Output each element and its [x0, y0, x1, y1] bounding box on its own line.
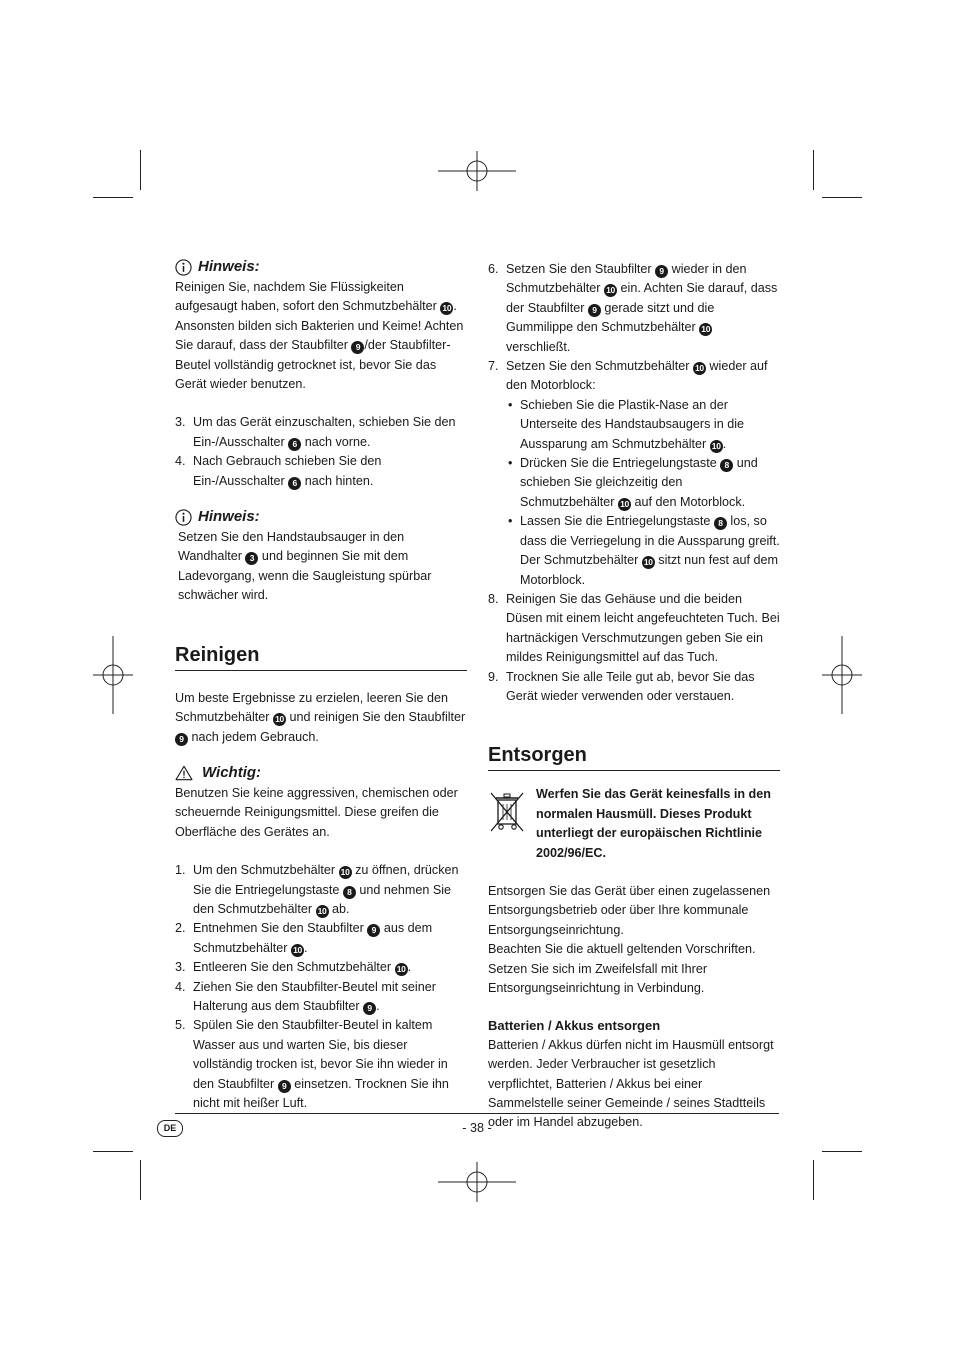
part-number-marker: 9 [363, 1002, 376, 1015]
part-number-marker: 10 [642, 556, 655, 569]
steps-cleaning-continued [488, 260, 780, 706]
waste-notice-text: Werfen Sie das Gerät keinesfalls in den normalen Hausmüll. Dieses Produkt unterliegt der europäischen Richtlinie 2002/96/EC. [536, 787, 771, 860]
part-number-marker: 9 [351, 341, 364, 354]
part-number-marker: 9 [175, 733, 188, 746]
battery-text: Batterien / Akkus dürfen nicht im Hausmüll entsorgt werden. Jeder Verbraucher ist gesetzlich verpflichtet, Batterien / Akkus bei einer Sammelstelle seiner Gemeinde / seines Stadtteils oder im Handel abzugeben. [488, 1037, 774, 1130]
warning-text: Benutzen Sie keine aggressiven, chemischen oder scheuernde Reinigungsmittel. Diese greifen die Oberfläche des Gerätes an. [175, 785, 458, 839]
part-number-marker: 10 [316, 905, 329, 918]
step-item [175, 413, 467, 452]
step-number: 1. [175, 863, 186, 878]
note-text-1: Reinigen Sie, nachdem Sie Flüssigkeiten aufgesaugt haben, sofort den Schmutzbehälter 10 . Ansonsten bilden sich Bakterien und Keime! Achten Sie darauf, dass der Staubfilter 9 /der Staubfilter-Beutel vollständig getrocknet ist, bevor Sie das Gerät wieder benutzen. [175, 280, 464, 392]
step-9: 9. Trocknen Sie alle Teile gut ab, bevor Sie das Gerät wieder verwenden oder verstauen. [488, 669, 755, 703]
bullet-item: • Lassen Sie die Entriegelungstaste 8 los, so dass die Verriegelung in die Aussparung greift. Der Schmutzbehälter 10 sitzt nun fest auf dem Motorblock. [506, 512, 780, 590]
right-column [488, 260, 780, 1133]
footer-rule [175, 1113, 779, 1114]
steps-on-off [175, 413, 467, 491]
part-number-marker: 10 [699, 323, 712, 336]
part-number-marker: 9 [655, 265, 668, 278]
info-icon [175, 509, 192, 526]
part-number-marker: 10 [273, 713, 286, 726]
registration-mark-right [822, 636, 862, 714]
step-number: 4. [175, 454, 186, 469]
battery-heading: Batterien / Akkus entsorgen [488, 1018, 661, 1034]
part-number-marker: 10 [604, 284, 617, 297]
step-text: Nach Gebrauch schieben Sie den Ein-/Ausschalter 6 nach hinten. [193, 454, 382, 488]
part-number-marker: 6 [288, 438, 301, 451]
waste-notice [488, 785, 780, 863]
registration-mark-bottom [438, 1162, 516, 1202]
step-item [175, 919, 467, 958]
step-7: 7. Setzen Sie den Schmutzbehälter 10 wieder auf den Motorblock: • Schieben Sie die Plastik-Nase an der Unterseite des Handstaubsaugers in die Aussparung am Schmutzbehälter 10 . • Drücken Sie die Entriegelungstaste 8 und schieben Sie gleichzeitig den Schmutzbehälter 10 auf den Motorblock. • Lassen Sie die Entriegelungstaste 8 los, so dass die Verriegelung in die Aussparung greift. Der Schmutzbehälter 10 sitzt nun fest auf dem Motorblock. [488, 357, 780, 590]
step-text: Entnehmen Sie den Staubfilter 9 aus dem Schmutzbehälter 10 . [193, 921, 433, 955]
step-7-bullets [506, 396, 780, 590]
reinigen-intro: Um beste Ergebnisse zu erzielen, leeren Sie den Schmutzbehälter 10 und reinigen Sie den Staubfilter 9 nach jedem Gebrauch. [175, 690, 466, 744]
left-column [175, 256, 467, 1113]
note-text-2: Setzen Sie den Handstaubsauger in den Wandhalter 3 und beginnen Sie mit dem Ladevorgang, wenn die Saugleistung spürbar schwächer wird. [178, 530, 432, 603]
crossed-out-wheelie-bin-icon [488, 789, 526, 833]
section-title-reinigen: Reinigen [175, 642, 467, 671]
part-number-marker: 10 [440, 302, 453, 315]
warning-title: Wichtig: [202, 763, 262, 781]
part-number-marker: 6 [288, 477, 301, 490]
step-item [175, 452, 467, 491]
page-number: - 38 - [462, 1121, 492, 1135]
step-item [175, 861, 467, 919]
registration-mark-left [93, 636, 133, 714]
step-item [175, 978, 467, 1017]
warning-icon [175, 765, 193, 781]
bullet-item: • Drücken Sie die Entriegelungstaste 8 und schieben Sie gleichzeitig den Schmutzbehälter 10 auf den Motorblock. [506, 454, 780, 512]
step-number: 3. [175, 960, 186, 975]
disposal-text-1: Entsorgen Sie das Gerät über einen zugelassenen Entsorgungsbetrieb oder über Ihre kommunale Entsorgungseinrichtung. [488, 883, 771, 937]
section-title-entsorgen: Entsorgen [488, 742, 780, 771]
part-number-marker: 3 [245, 552, 258, 565]
steps-cleaning [175, 861, 467, 1113]
step-text: Um das Gerät einzuschalten, schieben Sie den Ein-/Ausschalter 6 nach vorne. [193, 415, 456, 449]
step-text: Entleeren Sie den Schmutzbehälter 10 . [193, 960, 412, 975]
part-number-marker: 10 [291, 944, 304, 957]
note-heading-2 [175, 506, 467, 528]
registration-mark-top [438, 151, 516, 191]
note-heading-1 [175, 256, 467, 278]
step-number: 4. [175, 979, 186, 994]
info-icon [175, 259, 192, 276]
step-text: Ziehen Sie den Staubfilter-Beutel mit seiner Halterung aus dem Staubfilter 9 . [193, 979, 436, 1013]
part-number-marker: 10 [693, 362, 706, 375]
part-number-marker: 9 [367, 924, 380, 937]
step-item [175, 1016, 467, 1113]
part-number-marker: 10 [618, 498, 631, 511]
step-number: 5. [175, 1018, 186, 1033]
step-text: Um den Schmutzbehälter 10 zu öffnen, drücken Sie die Entriegelungstaste 8 und nehmen Sie den Schmutzbehälter 10 ab. [193, 863, 459, 916]
part-number-marker: 8 [714, 517, 727, 530]
note-title: Hinweis: [198, 508, 260, 526]
step-item [175, 958, 467, 977]
part-number-marker: 9 [588, 304, 601, 317]
part-number-marker: 10 [339, 866, 352, 879]
warning-heading [175, 762, 467, 784]
part-number-marker: 8 [343, 886, 356, 899]
step-8: 8. Reinigen Sie das Gehäuse und die beiden Düsen mit einem leicht angefeuchteten Tuch. Bei hartnäckigen Verschmutzungen geben Sie ein mildes Reinigungsmittel auf das Tuch. [488, 591, 780, 665]
step-6: 6. Setzen Sie den Staubfilter 9 wieder in den Schmutzbehälter 10 ein. Achten Sie darauf, dass der Staubfilter 9 gerade sitzt und die Gummilippe den Schmutzbehälter 10 verschließt. [488, 262, 778, 354]
part-number-marker: 10 [395, 963, 408, 976]
language-badge: DE [157, 1120, 183, 1137]
part-number-marker: 9 [278, 1080, 291, 1093]
part-number-marker: 10 [710, 440, 723, 453]
step-number: 2. [175, 921, 186, 936]
step-text: Spülen Sie den Staubfilter-Beutel in kaltem Wasser aus und warten Sie, bis dieser vollständig trocken ist, bevor Sie ihn wieder in den Staubfilter 9 einsetzen. Trocknen Sie ihn nicht mit heißer Luft. [193, 1018, 449, 1110]
step-number: 3. [175, 415, 186, 430]
note-title: Hinweis: [198, 258, 260, 275]
bullet-item: • Schieben Sie die Plastik-Nase an der Unterseite des Handstaubsaugers in die Aussparung am Schmutzbehälter 10 . [506, 396, 780, 454]
disposal-text-2: Beachten Sie die aktuell geltenden Vorschriften. Setzen Sie sich im Zweifelsfall mit Ihrer Entsorgungseinrichtung in Verbindung. [488, 942, 756, 995]
part-number-marker: 8 [720, 459, 733, 472]
